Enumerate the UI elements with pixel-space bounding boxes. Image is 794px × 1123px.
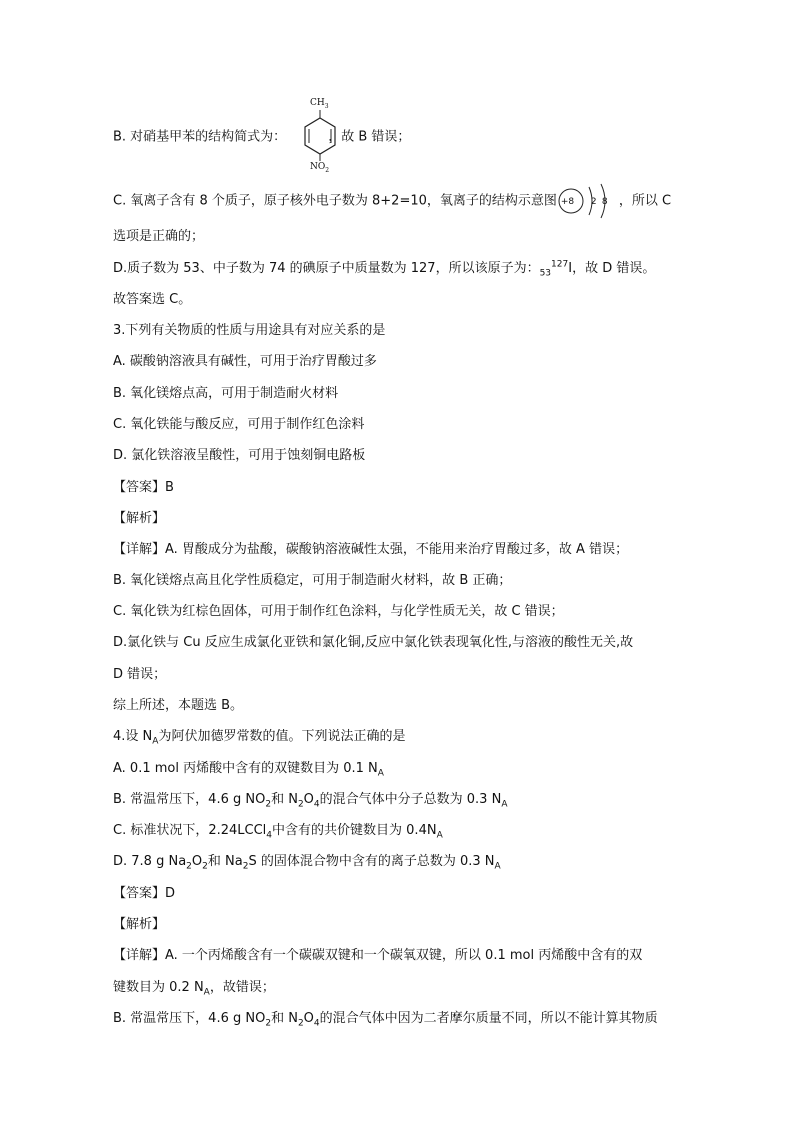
q4-option-a: A. 0.1 mol 丙烯酸中含有的双键数目为 0.1 $N_A$ [113, 761, 384, 779]
q4-option-c: C. 标准状况下，2.24LCCl$_4$中含有的共价键数目为 $0.4N_A$ [113, 823, 443, 841]
q2-option-c-cont: 选项是正确的； [113, 229, 205, 244]
q4-answer: 【答案】D [113, 886, 176, 901]
q3-option-a: A. 碳酸钠溶液具有碱性，可用于治疗胃酸过多 [113, 354, 377, 369]
nucleus-charge: +8 [560, 197, 575, 207]
q2-answer: 故答案选 C。 [113, 292, 192, 307]
q3-detail-d2: D 错误； [113, 667, 167, 682]
q4-option-b: B. 常温常压下，4.6 g $NO_2$和 $N_2O_4$的混合气体中分子总数为 0.3 $N_A$ [113, 792, 508, 810]
q3-detail-b: B. 氧化镁熔点高且化学性质稳定，可用于制造耐火材料，故 B 正确； [113, 573, 512, 588]
q2-option-c: C. 氧离子含有 8 个质子，原子核外电子数为 8+2=10，氧离子的结构示意图 +8 2 8 ，所以 C [113, 192, 671, 211]
shell-1-count: 2 [590, 197, 597, 207]
q4-detail-b: B. 常温常压下，4.6 g $NO_2$和 $N_2O_4$的混合气体中因为二者摩尔质量不同，所以不能计算其物质 [113, 1011, 658, 1029]
q2-option-d: D.质子数为 53、中子数为 74 的碘原子中质量数为 127，所以该原子为：$_{53}^{127}$I，故 D 错误。 [113, 259, 656, 279]
q4-analysis: 【解析】 [113, 917, 166, 932]
shell-2-count: 8 [601, 197, 608, 207]
q3-option-c: C. 氧化铁能与酸反应，可用于制作红色涂料 [113, 417, 365, 432]
q3-detail-c: C. 氧化铁为红棕色固体，可用于制作红色涂料，与化学性质无关，故 C 错误； [113, 604, 564, 619]
q4-detail-a2: 键数目为 0.2 $N_A$，故错误； [113, 980, 275, 998]
q3-answer: 【答案】B [113, 480, 174, 495]
oxide-ion-diagram [557, 192, 619, 210]
q3-summary: 综上所述，本题选 B。 [113, 698, 244, 713]
q3-option-b: B. 氧化镁熔点高，可用于制造耐火材料 [113, 386, 339, 401]
p-nitrotoluene-figure [298, 98, 342, 178]
q3-detail-d1: D.氯化铁与 Cu 反应生成氯化亚铁和氯化铜,反应中氯化铁表现氧化性,与溶液的酸性无关,故 [113, 635, 634, 650]
ring-bottom-label: $NO_2$ [310, 162, 330, 174]
q4-option-d: D. 7.8 g $Na_2O_2$和 $Na_2S$ 的固体混合物中含有的离子总数为 0.3 $N_A$ [113, 854, 501, 872]
ring-top-label: $CH_3$ [310, 98, 329, 110]
q3-stem: 3.下列有关物质的性质与用途具有对应关系的是 [113, 323, 386, 338]
q4-stem: 4.设 $N_A$为阿伏加德罗常数的值。下列说法正确的是 [113, 729, 406, 747]
q4-detail-a1: 【详解】A. 一个丙烯酸含有一个碳碳双键和一个碳氧双键，所以 0.1 mol 丙烯酸中含有的双 [113, 948, 643, 963]
q2-option-b: B. 对硝基甲苯的结构简式为： ，故 B 错误； [113, 129, 411, 145]
q3-detail-a: 【详解】A. 胃酸成分为盐酸，碳酸钠溶液碱性太强，不能用来治疗胃酸过多，故 A 错误； [113, 542, 629, 557]
q3-analysis: 【解析】 [113, 511, 166, 526]
q3-option-d: D. 氯化铁溶液呈酸性，可用于蚀刻铜电路板 [113, 448, 366, 463]
